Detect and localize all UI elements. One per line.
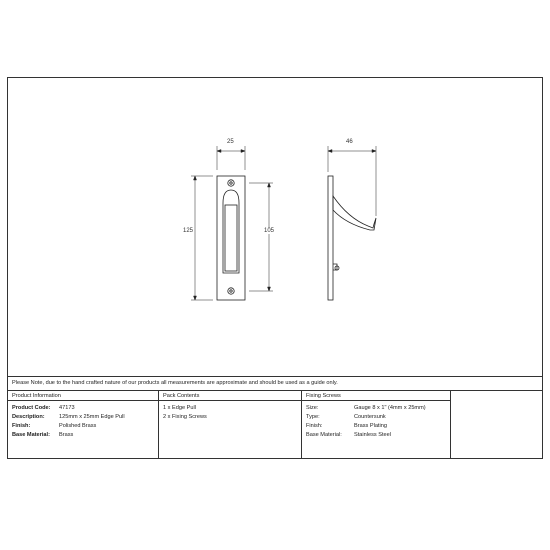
list-item: 2 x Fixing Screws [163,414,207,420]
technical-drawing [8,78,542,376]
front-plate [217,176,245,300]
front-height-label: 125 [183,228,194,234]
product-information-panel [8,391,159,458]
disclaimer-note: Please Note, due to the hand crafted nature of our products all measurements are approximate and should be used as a guide only. [8,376,542,391]
front-view [217,176,245,300]
front-width-label: 25 [227,139,234,145]
top-screw-hole-icon [228,180,234,186]
info-row: Finish: Polished Brass [12,423,97,429]
blank-panel [451,391,542,458]
side-hook [333,196,376,230]
dim-side-depth [328,146,376,216]
side-depth-label: 46 [346,139,353,145]
fixing-screws-heading: Fixing Screws [302,391,450,401]
drawing-svg [8,78,542,376]
info-row: Finish: Brass Plating [306,423,387,429]
side-view [328,176,376,300]
product-information-heading: Product Information [8,391,158,401]
info-row: Type: Countersunk [306,414,386,420]
info-table [8,391,542,458]
dim-inner-height [249,183,273,291]
dim-front-width [217,146,245,170]
pack-contents-heading: Pack Contents [159,391,301,401]
pack-contents-panel [159,391,302,458]
info-row: Description: 125mm x 25mm Edge Pull [12,414,125,420]
inner-height-label: 105 [264,228,275,234]
info-row: Size: Gauge 8 x 1" (4mm x 25mm) [306,405,426,411]
list-item: 1 x Edge Pull [163,405,196,411]
info-row: Product Code: 47173 [12,405,75,411]
info-row: Base Material: Brass [12,432,74,438]
side-plate [328,176,333,300]
pull-recess-inner [225,205,237,271]
drawing-sheet [7,77,543,459]
dim-front-height [191,176,213,300]
fixing-screws-panel [302,391,451,458]
bottom-screw-hole-icon [228,288,234,294]
info-row: Base Material: Stainless Steel [306,432,392,438]
